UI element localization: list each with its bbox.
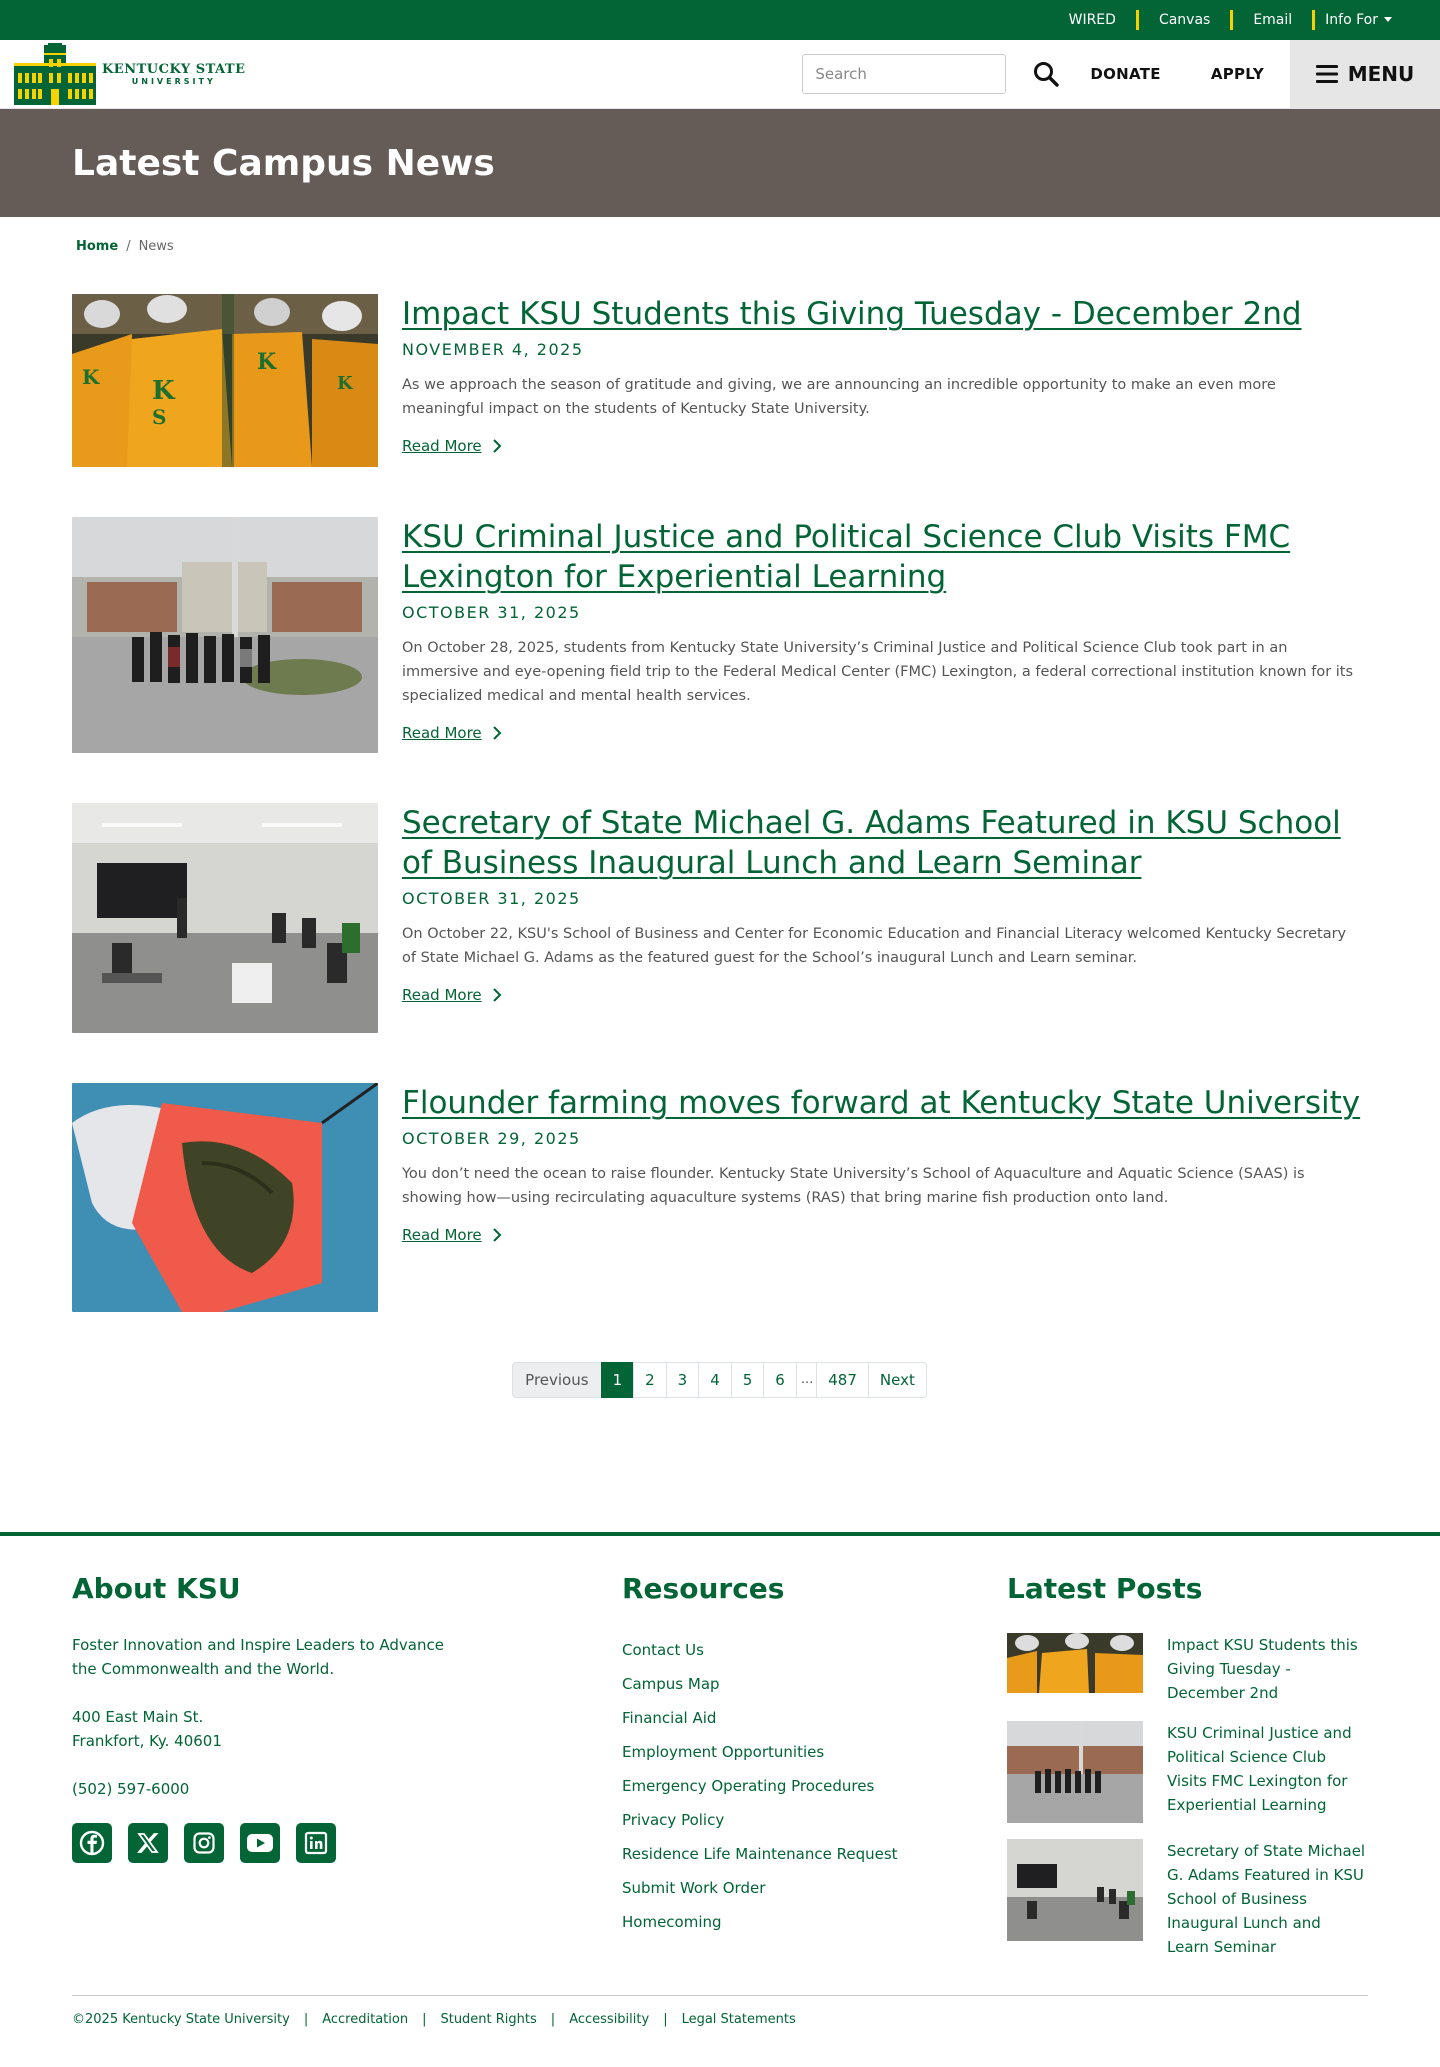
resource-link-homecoming[interactable]: Homecoming: [622, 1913, 722, 1931]
news-title-link[interactable]: Impact KSU Students this Giving Tuesday - December 2nd: [402, 296, 1302, 332]
latest-post-item: [1007, 1721, 1367, 1823]
chevron-right-icon: [492, 726, 502, 740]
news-item: [72, 1083, 1440, 1312]
linkedin-icon[interactable]: [296, 1823, 336, 1863]
read-more-link[interactable]: [402, 986, 502, 1004]
resource-link-privacy-policy[interactable]: Privacy Policy: [622, 1811, 725, 1829]
pagination-page-4[interactable]: 4: [698, 1362, 732, 1398]
footer-separator: |: [550, 2012, 556, 2027]
utility-link-canvas[interactable]: Canvas: [1158, 12, 1211, 28]
latest-post-item: [1007, 1839, 1367, 1959]
footer-latest-posts: [1007, 1572, 1367, 1975]
resource-link-employment[interactable]: Employment Opportunities: [622, 1743, 825, 1761]
social-links: [72, 1823, 622, 1863]
news-excerpt: On October 28, 2025, students from Kentucky State University’s Criminal Justice and Political Science Club took part in an immersive and eye-opening field trip to the Federal Medical Center (FMC) Lexington, a federal correctional institution known for its specialized medical and mental health services.: [402, 640, 1354, 704]
read-more-link[interactable]: [402, 724, 502, 742]
news-thumbnail-lunch-seminar[interactable]: [72, 803, 378, 1033]
news-excerpt: On October 22, KSU's School of Business and Center for Economic Education and Financial Literacy welcomed Kentucky Secretary of State Michael G. Adams as the featured guest for the School’s inaugural Lunch and Learn seminar.: [402, 926, 1347, 966]
read-more-label: Read More: [402, 1226, 482, 1244]
news-date: OCTOBER 31, 2025: [402, 889, 581, 908]
pagination-page-5[interactable]: 5: [731, 1362, 765, 1398]
chevron-right-icon: [492, 1228, 502, 1242]
resource-link-financial-aid[interactable]: Financial Aid: [622, 1709, 717, 1727]
pagination-page-6[interactable]: 6: [763, 1362, 797, 1398]
footer-mission: Foster Innovation and Inspire Leaders to Advance the Commonwealth and the World.: [72, 1636, 444, 1678]
utility-link-email[interactable]: Email: [1253, 12, 1293, 28]
site-logo[interactable]: [14, 43, 246, 105]
footer-latest-heading: Latest Posts: [1007, 1572, 1203, 1605]
hall-logo-icon: [14, 43, 96, 105]
band-uniforms-image: [72, 294, 378, 467]
group-photo-image: [72, 517, 378, 753]
facebook-icon[interactable]: [72, 1823, 112, 1863]
news-title: [402, 1083, 1362, 1123]
breadcrumb-current: News: [138, 239, 174, 254]
news-title: [402, 517, 1362, 597]
read-more-label: Read More: [402, 986, 482, 1004]
news-list: [0, 254, 1440, 1312]
footer-separator: |: [303, 2012, 309, 2027]
svg-text:K: K: [152, 376, 175, 406]
latest-post-thumbnail[interactable]: [1007, 1839, 1143, 1941]
news-date: OCTOBER 29, 2025: [402, 1129, 581, 1148]
footer-link-accreditation[interactable]: Accreditation: [322, 2012, 409, 2027]
band-uniforms-thumb: [1007, 1633, 1143, 1693]
pagination-previous[interactable]: Previous: [512, 1362, 601, 1398]
resource-link-emergency-procedures[interactable]: Emergency Operating Procedures: [622, 1777, 875, 1795]
search-icon: [1033, 61, 1059, 87]
page-title: Latest Campus News: [72, 142, 495, 184]
pagination-page-last[interactable]: 487: [816, 1362, 869, 1398]
site-footer: [0, 1532, 1440, 2027]
x-icon[interactable]: [128, 1823, 168, 1863]
footer-link-accessibility[interactable]: Accessibility: [569, 2012, 650, 2027]
news-item: [72, 803, 1440, 1033]
news-title: [402, 803, 1362, 883]
address-line-1: 400 East Main St.: [72, 1708, 204, 1726]
search-button[interactable]: [1026, 54, 1066, 94]
address-line-2: Frankfort, Ky. 40601: [72, 1732, 222, 1750]
seminar-room-image: [72, 803, 378, 1033]
news-item: [72, 294, 1440, 467]
site-header: [0, 40, 1440, 109]
latest-post-link[interactable]: Secretary of State Michael G. Adams Featured in KSU School of Business Inaugural Lunch and Learn Seminar: [1167, 1842, 1366, 1956]
chevron-right-icon: [492, 988, 502, 1002]
footer-link-student-rights[interactable]: Student Rights: [440, 2012, 537, 2027]
news-thumbnail-flounder[interactable]: [72, 1083, 378, 1312]
pagination-ellipsis: ...: [797, 1362, 817, 1398]
footer-resources-heading: Resources: [622, 1572, 785, 1605]
info-for-label: Info For: [1325, 12, 1378, 28]
footer-address: [72, 1705, 622, 1753]
news-title: [402, 294, 1362, 334]
pagination-page-3[interactable]: 3: [666, 1362, 700, 1398]
svg-text:K: K: [82, 365, 100, 389]
latest-post-thumbnail[interactable]: [1007, 1721, 1143, 1823]
news-thumbnail-fmc-visit[interactable]: [72, 517, 378, 753]
donate-link[interactable]: DONATE: [1090, 65, 1161, 83]
resource-link-contact-us[interactable]: Contact Us: [622, 1641, 704, 1659]
read-more-label: Read More: [402, 724, 482, 742]
news-title-link[interactable]: Secretary of State Michael G. Adams Featured in KSU School of Business Inaugural Lunch and Learn Seminar: [402, 805, 1341, 881]
news-title-link[interactable]: KSU Criminal Justice and Political Science Club Visits FMC Lexington for Experiential Learning: [402, 519, 1291, 595]
footer-separator: |: [422, 2012, 427, 2027]
news-thumbnail-band-uniforms[interactable]: [72, 294, 378, 467]
logo-line-1: KENTUCKY STATE: [102, 62, 246, 77]
footer-resources: [622, 1572, 1007, 1975]
pagination-page-1[interactable]: 1: [601, 1362, 635, 1398]
latest-post-item: [1007, 1633, 1367, 1705]
resource-link-campus-map[interactable]: Campus Map: [622, 1675, 720, 1693]
news-date: NOVEMBER 4, 2025: [402, 340, 584, 359]
page-banner: [0, 109, 1440, 217]
latest-post-link[interactable]: Impact KSU Students this Giving Tuesday - December 2nd: [1167, 1636, 1358, 1702]
pagination-page-2[interactable]: 2: [633, 1362, 667, 1398]
utility-link-wired[interactable]: WIRED: [1068, 12, 1116, 28]
footer-phone[interactable]: (502) 597-6000: [72, 1780, 190, 1798]
breadcrumb-separator: /: [126, 239, 131, 254]
search-input[interactable]: [802, 54, 1006, 94]
logo-wordmark: [102, 62, 246, 86]
latest-post-thumbnail[interactable]: [1007, 1633, 1143, 1693]
news-date: OCTOBER 31, 2025: [402, 603, 581, 622]
resource-link-work-order[interactable]: Submit Work Order: [622, 1879, 766, 1897]
utility-dropdown-info-for[interactable]: [1315, 12, 1392, 28]
menu-button[interactable]: [1290, 40, 1440, 108]
hamburger-icon: [1316, 65, 1338, 83]
svg-text:K: K: [337, 373, 353, 394]
svg-text:K: K: [257, 349, 277, 375]
resource-link-residence-maintenance[interactable]: Residence Life Maintenance Request: [622, 1845, 898, 1863]
logo-line-2: UNIVERSITY: [131, 77, 216, 86]
seminar-room-thumb: [1007, 1839, 1143, 1941]
read-more-link[interactable]: [402, 437, 502, 455]
copyright-text: ©2025 Kentucky State University: [72, 2012, 290, 2027]
apply-link[interactable]: APPLY: [1210, 65, 1264, 83]
footer-about-heading: About KSU: [72, 1572, 241, 1605]
breadcrumb: [0, 217, 1440, 254]
flounder-image: [72, 1083, 378, 1312]
pagination: [0, 1362, 1440, 1398]
read-more-label: Read More: [402, 437, 482, 455]
chevron-right-icon: [492, 439, 502, 453]
latest-post-link[interactable]: KSU Criminal Justice and Political Science Club Visits FMC Lexington for Experiential Learning: [1167, 1724, 1352, 1814]
breadcrumb-home[interactable]: Home: [76, 239, 119, 254]
youtube-icon[interactable]: [240, 1823, 280, 1863]
menu-label: MENU: [1347, 62, 1415, 86]
news-excerpt: You don’t need the ocean to raise flounder. Kentucky State University’s School of Aquaculture and Aquatic Science (SAAS) is showing how—using recirculating aquaculture systems (RAS) that bring marine fish production onto land.: [402, 1166, 1305, 1206]
footer-bottom-bar: [72, 1995, 1368, 2027]
footer-about: [72, 1572, 622, 1975]
caret-down-icon: [1384, 17, 1392, 22]
footer-link-legal-statements[interactable]: Legal Statements: [681, 2012, 796, 2027]
resources-list: [622, 1633, 1007, 1939]
news-excerpt: As we approach the season of gratitude and giving, we are announcing an incredible opportunity to make an even more meaningful impact on the students of Kentucky State University.: [402, 377, 1276, 417]
read-more-link[interactable]: [402, 1226, 502, 1244]
news-item: [72, 517, 1440, 753]
group-photo-thumb: [1007, 1721, 1143, 1823]
instagram-icon[interactable]: [184, 1823, 224, 1863]
pagination-next[interactable]: Next: [868, 1362, 927, 1398]
utility-bar: [0, 0, 1440, 40]
svg-text:S: S: [152, 405, 167, 429]
news-title-link[interactable]: Flounder farming moves forward at Kentucky State University: [402, 1085, 1361, 1121]
footer-separator: |: [663, 2012, 668, 2027]
